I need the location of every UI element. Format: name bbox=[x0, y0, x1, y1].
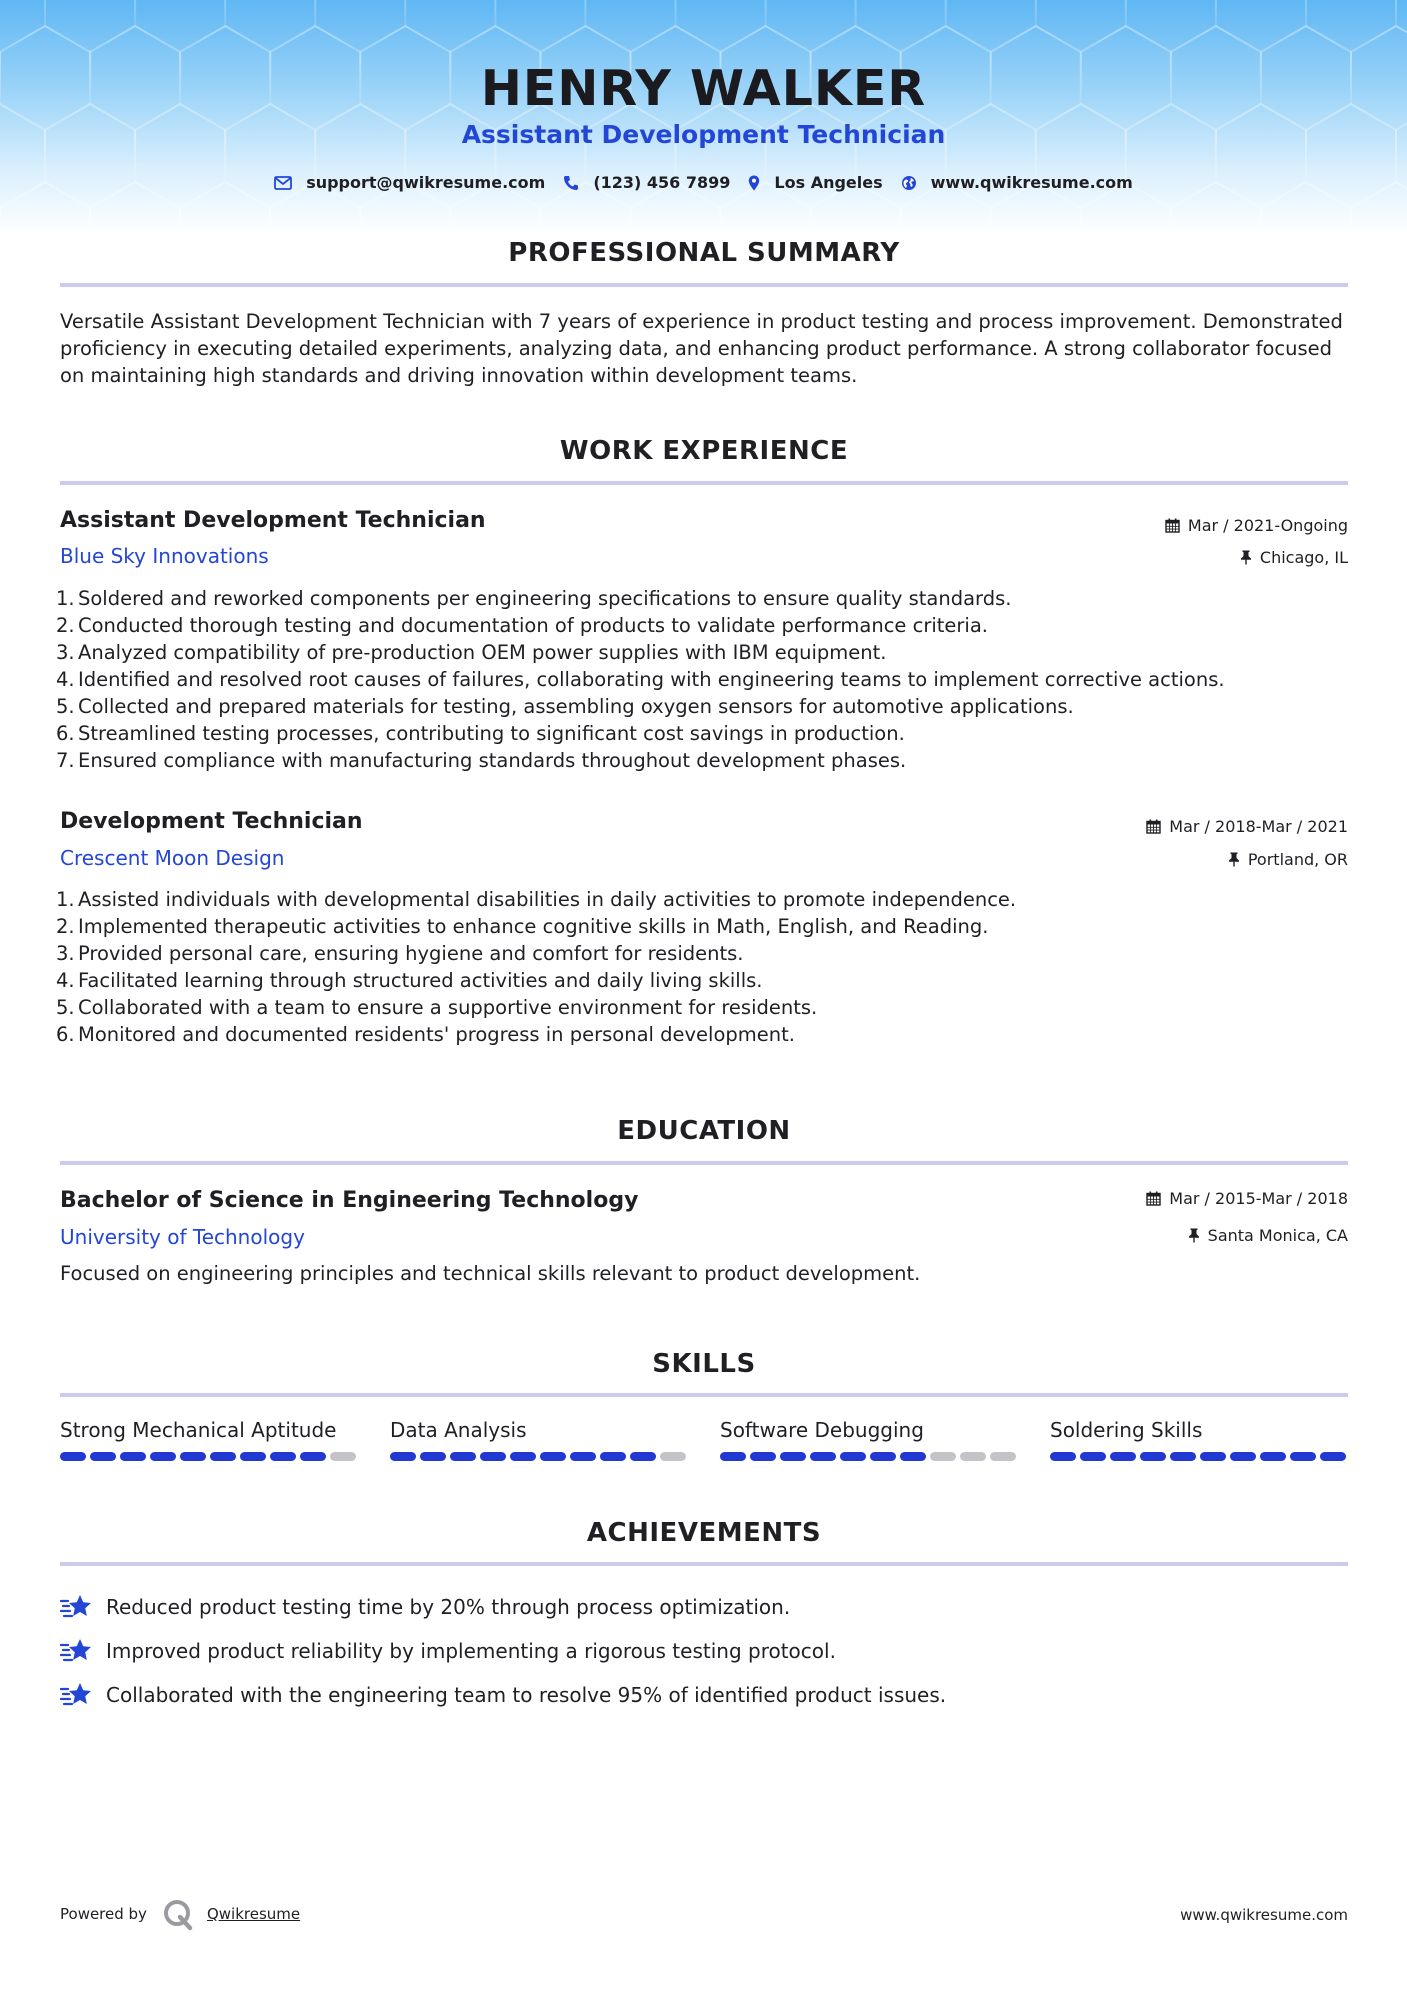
star-icon bbox=[60, 1636, 94, 1666]
education-heading: EDUCATION bbox=[617, 1116, 791, 1146]
bullet-number: 3. bbox=[56, 641, 75, 664]
achievement-item bbox=[60, 1673, 946, 1717]
hexagon-pattern bbox=[0, 0, 1407, 235]
bullet-text: Collected and prepared materials for testing, assembling oxygen sensors for automotive applications. bbox=[78, 695, 1074, 718]
hexagon-shape bbox=[856, 0, 946, 52]
hexagon-shape bbox=[766, 0, 856, 52]
bullet-item bbox=[56, 994, 1356, 1021]
skill-item bbox=[1050, 1418, 1350, 1461]
qwikresume-logo-icon bbox=[161, 1897, 195, 1931]
bullet-text: Facilitated learning through structured activities and daily living skills. bbox=[78, 969, 763, 992]
job-bullets bbox=[56, 886, 1356, 1048]
skill-segment-filled bbox=[480, 1452, 506, 1461]
education-dates bbox=[1146, 1189, 1348, 1208]
location-text: Los Angeles bbox=[774, 173, 883, 192]
skill-segment-filled bbox=[630, 1452, 656, 1461]
bullet-number: 4. bbox=[56, 668, 75, 691]
summary-heading: PROFESSIONAL SUMMARY bbox=[508, 238, 900, 268]
achievement-text: Collaborated with the engineering team to resolve 95% of identified product issues. bbox=[106, 1683, 947, 1707]
job-title: Assistant Development Technician bbox=[60, 508, 486, 533]
contact-bar bbox=[0, 173, 1407, 192]
hexagon-shape bbox=[946, 0, 1036, 52]
bullet-text: Soldered and reworked components per engineering specifications to ensure quality standards. bbox=[78, 587, 1012, 610]
contact-website[interactable] bbox=[901, 173, 1133, 192]
bullet-number: 4. bbox=[56, 969, 75, 992]
skill-segment-filled bbox=[1290, 1452, 1316, 1461]
skills-divider bbox=[60, 1393, 1348, 1397]
phone-text: (123) 456 7899 bbox=[593, 173, 731, 192]
skill-segment-filled bbox=[1140, 1452, 1166, 1461]
education-description: Focused on engineering principles and technical skills relevant to product development. bbox=[60, 1262, 921, 1285]
skill-segment-filled bbox=[1170, 1452, 1196, 1461]
skill-segment-filled bbox=[840, 1452, 866, 1461]
skill-segment-filled bbox=[420, 1452, 446, 1461]
skill-segment-filled bbox=[210, 1452, 236, 1461]
skill-level-bar bbox=[1050, 1452, 1350, 1461]
skill-segment-filled bbox=[900, 1452, 926, 1461]
calendar-icon bbox=[1165, 518, 1180, 533]
bullet-number: 1. bbox=[56, 587, 75, 610]
hexagon-shape bbox=[0, 0, 45, 52]
skill-level-bar bbox=[390, 1452, 690, 1461]
bullet-number: 3. bbox=[56, 942, 75, 965]
experience-heading: WORK EXPERIENCE bbox=[559, 436, 849, 466]
achievements-heading: ACHIEVEMENTS bbox=[586, 1518, 822, 1548]
contact-location bbox=[748, 173, 882, 192]
skill-segment-filled bbox=[150, 1452, 176, 1461]
powered-by-label: Powered by bbox=[60, 1905, 147, 1923]
bullet-number: 6. bbox=[56, 722, 75, 745]
envelope-icon bbox=[274, 176, 292, 190]
skill-segment-empty bbox=[330, 1452, 356, 1461]
bullet-text: Identified and resolved root causes of failures, collaborating with engineering teams to implement corrective actions. bbox=[78, 668, 1225, 691]
bullet-number: 1. bbox=[56, 888, 75, 911]
education-location-text: Santa Monica, CA bbox=[1207, 1226, 1348, 1245]
bullet-text: Conducted thorough testing and documentation of products to validate performance criteria. bbox=[78, 614, 988, 637]
summary-text: Versatile Assistant Development Technician with 7 years of experience in product testing and process improvement. Demonstrated proficiency in executing detailed experiments, analyzing data, and enhancing product performance. A strong collaborator focused on maintaining high standards and driving innovation within development teams. bbox=[60, 310, 1343, 387]
skill-segment-filled bbox=[1080, 1452, 1106, 1461]
bullet-item bbox=[56, 967, 1356, 994]
skill-segment-empty bbox=[930, 1452, 956, 1461]
skill-segment-filled bbox=[450, 1452, 476, 1461]
brand-link[interactable]: Qwikresume bbox=[206, 1905, 301, 1923]
skill-segment-filled bbox=[180, 1452, 206, 1461]
job-dates bbox=[1146, 817, 1348, 836]
bullet-item bbox=[56, 585, 1356, 612]
skill-name: Software Debugging bbox=[720, 1418, 924, 1442]
skill-segment-filled bbox=[720, 1452, 746, 1461]
bullet-item bbox=[56, 666, 1356, 693]
skill-name: Data Analysis bbox=[390, 1418, 527, 1442]
hexagon-shape bbox=[45, 0, 135, 52]
skill-segment-filled bbox=[60, 1452, 86, 1461]
skill-segment-filled bbox=[90, 1452, 116, 1461]
education-divider bbox=[60, 1161, 1348, 1165]
calendar-icon bbox=[1146, 1191, 1161, 1206]
skill-segment-filled bbox=[750, 1452, 776, 1461]
pushpin-icon bbox=[1228, 852, 1240, 867]
star-icon bbox=[60, 1592, 94, 1622]
bullet-text: Provided personal care, ensuring hygiene and comfort for residents. bbox=[78, 942, 744, 965]
hexagon-shape bbox=[585, 0, 675, 52]
pushpin-icon bbox=[1188, 1228, 1200, 1243]
bullet-number: 2. bbox=[56, 915, 75, 938]
bullet-number: 6. bbox=[56, 1023, 75, 1046]
hexagon-shape bbox=[135, 0, 225, 52]
education-dates-text: Mar / 2015-Mar / 2018 bbox=[1169, 1189, 1348, 1208]
bullet-item bbox=[56, 612, 1356, 639]
job-location-text: Portland, OR bbox=[1247, 850, 1348, 869]
skills-list bbox=[60, 1418, 1350, 1461]
bullet-text: Implemented therapeutic activities to enhance cognitive skills in Math, English, and Reading. bbox=[78, 915, 989, 938]
experience-divider bbox=[60, 481, 1348, 485]
calendar-icon bbox=[1146, 819, 1161, 834]
skill-item bbox=[390, 1418, 690, 1461]
bullet-item bbox=[56, 639, 1356, 666]
bullet-item bbox=[56, 693, 1356, 720]
skill-segment-filled bbox=[300, 1452, 326, 1461]
map-marker-icon bbox=[748, 175, 760, 191]
company-name: Blue Sky Innovations bbox=[60, 544, 269, 568]
bullet-number: 5. bbox=[56, 996, 75, 1019]
bullet-text: Monitored and documented residents' progress in personal development. bbox=[78, 1023, 795, 1046]
skill-segment-filled bbox=[780, 1452, 806, 1461]
footer-url[interactable]: www.qwikresume.com bbox=[1180, 1906, 1348, 1924]
skill-segment-filled bbox=[510, 1452, 536, 1461]
hexagon-shape bbox=[225, 0, 315, 52]
skill-segment-filled bbox=[1320, 1452, 1346, 1461]
pushpin-icon bbox=[1240, 550, 1252, 565]
bullet-item bbox=[56, 1021, 1356, 1048]
phone-icon bbox=[563, 175, 579, 191]
skill-segment-filled bbox=[240, 1452, 266, 1461]
skill-segment-filled bbox=[1200, 1452, 1226, 1461]
candidate-name: HENRY WALKER bbox=[480, 60, 927, 117]
achievements-list bbox=[60, 1585, 946, 1717]
job-location bbox=[1228, 850, 1348, 869]
summary-divider bbox=[60, 283, 1348, 287]
bullet-text: Ensured compliance with manufacturing standards throughout development phases. bbox=[78, 749, 907, 772]
job-location-text: Chicago, IL bbox=[1259, 548, 1348, 567]
hexagon-shape bbox=[676, 0, 766, 52]
skill-segment-filled bbox=[120, 1452, 146, 1461]
job-dates-text: Mar / 2021-Ongoing bbox=[1187, 516, 1348, 535]
education-location bbox=[1188, 1226, 1348, 1245]
contact-email[interactable] bbox=[274, 173, 545, 192]
bullet-item bbox=[56, 886, 1356, 913]
hexagon-shape bbox=[1306, 0, 1396, 52]
skill-name: Strong Mechanical Aptitude bbox=[60, 1418, 337, 1442]
website-text: www.qwikresume.com bbox=[930, 173, 1133, 192]
skill-segment-filled bbox=[540, 1452, 566, 1461]
bullet-text: Assisted individuals with developmental disabilities in daily activities to promote independence. bbox=[78, 888, 1017, 911]
skill-item bbox=[60, 1418, 360, 1461]
skill-segment-filled bbox=[1260, 1452, 1286, 1461]
skill-segment-filled bbox=[1050, 1452, 1076, 1461]
hexagon-shape bbox=[405, 0, 495, 52]
job-dates bbox=[1165, 516, 1348, 535]
skill-segment-empty bbox=[660, 1452, 686, 1461]
skill-item bbox=[720, 1418, 1020, 1461]
skill-name: Soldering Skills bbox=[1050, 1418, 1203, 1442]
hexagon-shape bbox=[1216, 0, 1306, 52]
hexagon-shape bbox=[315, 0, 405, 52]
achievement-text: Reduced product testing time by 20% through process optimization. bbox=[106, 1595, 791, 1619]
bullet-item bbox=[56, 747, 1356, 774]
skill-segment-empty bbox=[960, 1452, 986, 1461]
skill-segment-filled bbox=[570, 1452, 596, 1461]
skill-level-bar bbox=[60, 1452, 360, 1461]
skill-segment-filled bbox=[1110, 1452, 1136, 1461]
skill-segment-filled bbox=[870, 1452, 896, 1461]
globe-icon bbox=[901, 175, 917, 191]
skill-segment-filled bbox=[390, 1452, 416, 1461]
bullet-text: Collaborated with a team to ensure a supportive environment for residents. bbox=[78, 996, 818, 1019]
header-background bbox=[0, 0, 1407, 235]
hexagon-shape bbox=[1126, 0, 1216, 52]
hexagon-shape bbox=[1036, 0, 1126, 52]
footer-powered-by bbox=[60, 1897, 300, 1931]
job-location bbox=[1240, 548, 1348, 567]
star-icon bbox=[60, 1680, 94, 1710]
job-dates-text: Mar / 2018-Mar / 2021 bbox=[1169, 817, 1348, 836]
degree-title: Bachelor of Science in Engineering Technology bbox=[60, 1188, 639, 1213]
skill-segment-filled bbox=[270, 1452, 296, 1461]
job-bullets bbox=[56, 585, 1356, 774]
bullet-number: 5. bbox=[56, 695, 75, 718]
company-name: Crescent Moon Design bbox=[60, 846, 285, 870]
achievement-text: Improved product reliability by implementing a rigorous testing protocol. bbox=[106, 1639, 836, 1663]
bullet-text: Analyzed compatibility of pre-production OEM power supplies with IBM equipment. bbox=[78, 641, 887, 664]
email-text: support@qwikresume.com bbox=[306, 173, 546, 192]
skills-heading: SKILLS bbox=[652, 1349, 756, 1379]
bullet-item bbox=[56, 940, 1356, 967]
candidate-role: Assistant Development Technician bbox=[461, 120, 946, 149]
bullet-number: 2. bbox=[56, 614, 75, 637]
achievement-item bbox=[60, 1629, 946, 1673]
skill-segment-filled bbox=[600, 1452, 626, 1461]
hexagon-shape bbox=[495, 0, 585, 52]
bullet-text: Streamlined testing processes, contributing to significant cost savings in production. bbox=[78, 722, 905, 745]
achievement-item bbox=[60, 1585, 946, 1629]
skill-segment-filled bbox=[810, 1452, 836, 1461]
contact-phone[interactable] bbox=[563, 173, 730, 192]
skill-level-bar bbox=[720, 1452, 1020, 1461]
bullet-number: 7. bbox=[56, 749, 75, 772]
skill-segment-empty bbox=[990, 1452, 1016, 1461]
bullet-item bbox=[56, 720, 1356, 747]
achievements-divider bbox=[60, 1562, 1348, 1566]
school-name: University of Technology bbox=[60, 1225, 305, 1249]
bullet-item bbox=[56, 913, 1356, 940]
skill-segment-filled bbox=[1230, 1452, 1256, 1461]
job-title: Development Technician bbox=[60, 809, 363, 834]
